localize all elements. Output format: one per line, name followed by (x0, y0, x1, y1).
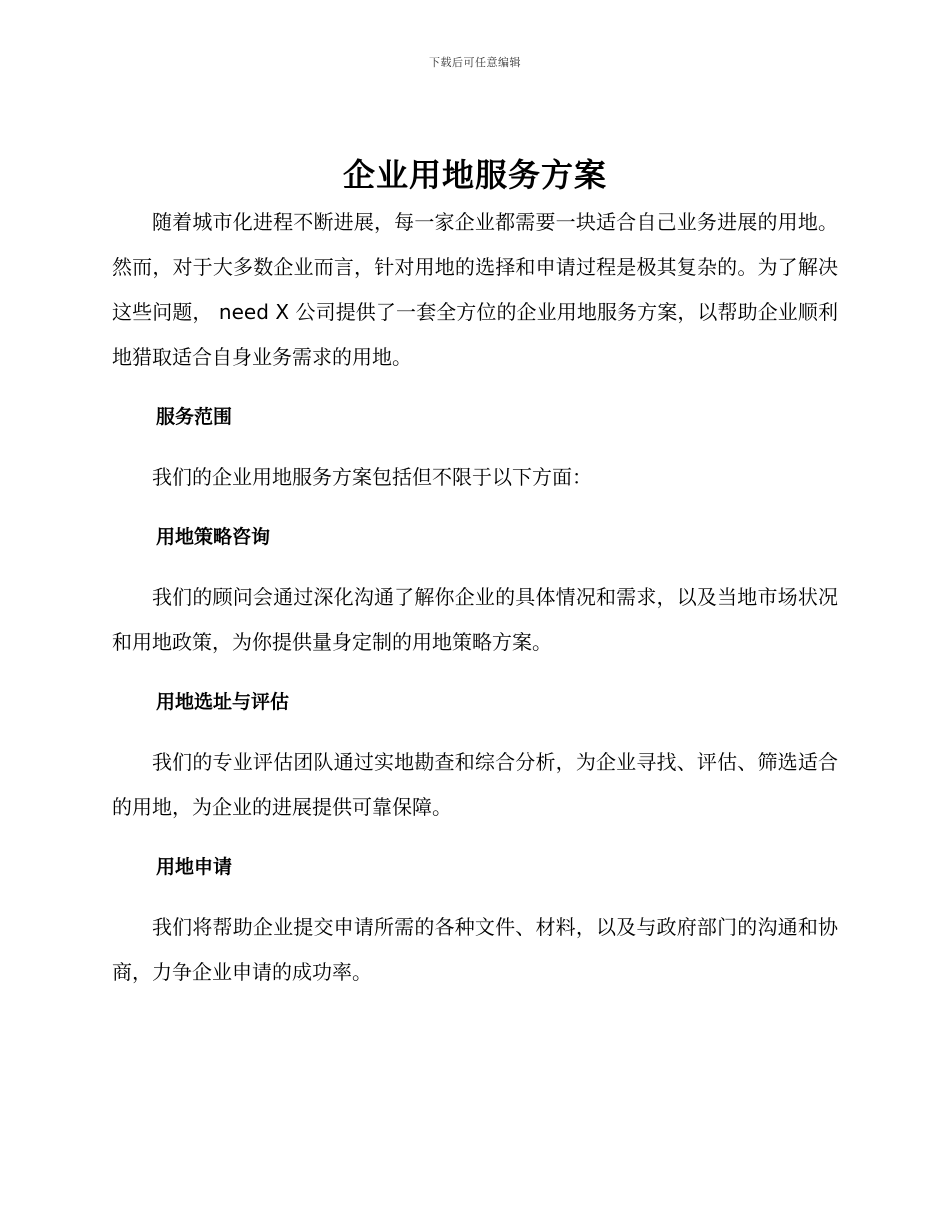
section-heading-application: 用地申请 (156, 856, 233, 878)
section-paragraph-site-selection: 我们的专业评估团队通过实地勘查和综合分析，为企业寻找、评估、筛选适合的用地，为企业的进展提供可靠保障。 (112, 750, 838, 819)
document-body (112, 200, 838, 995)
section-paragraph-strategy: 我们的顾问会通过深化沟通了解你企业的具体情况和需求，以及当地市场状况和用地政策，为你提供量身定制的用地策略方案。 (112, 585, 838, 654)
document-title: 企业用地服务方案 (342, 156, 607, 194)
section-paragraph-application: 我们将帮助企业提交申请所需的各种文件、材料，以及与政府部门的沟通和协商，力争企业申请的成功率。 (112, 915, 838, 984)
scope-paragraph: 我们的企业用地服务方案包括但不限于以下方面： (152, 465, 592, 489)
scope-heading: 服务范围 (156, 406, 233, 428)
header-note: 下载后可任意编辑 (429, 56, 521, 69)
section-heading-site-selection: 用地选址与评估 (156, 691, 290, 713)
intro-paragraph: 随着城市化进程不断进展，每一家企业都需要一块适合自己业务进展的用地。 然而，对于大多数企业而言，针对用地的选择和申请过程是极其复杂的。为了解决这些问题， need X 公司提供了一套全方位的企业用地服务方案，以帮助企业顺利地猎取适合自身业务需求的用地。 (112, 210, 838, 369)
section-heading-strategy: 用地策略咨询 (156, 526, 271, 548)
